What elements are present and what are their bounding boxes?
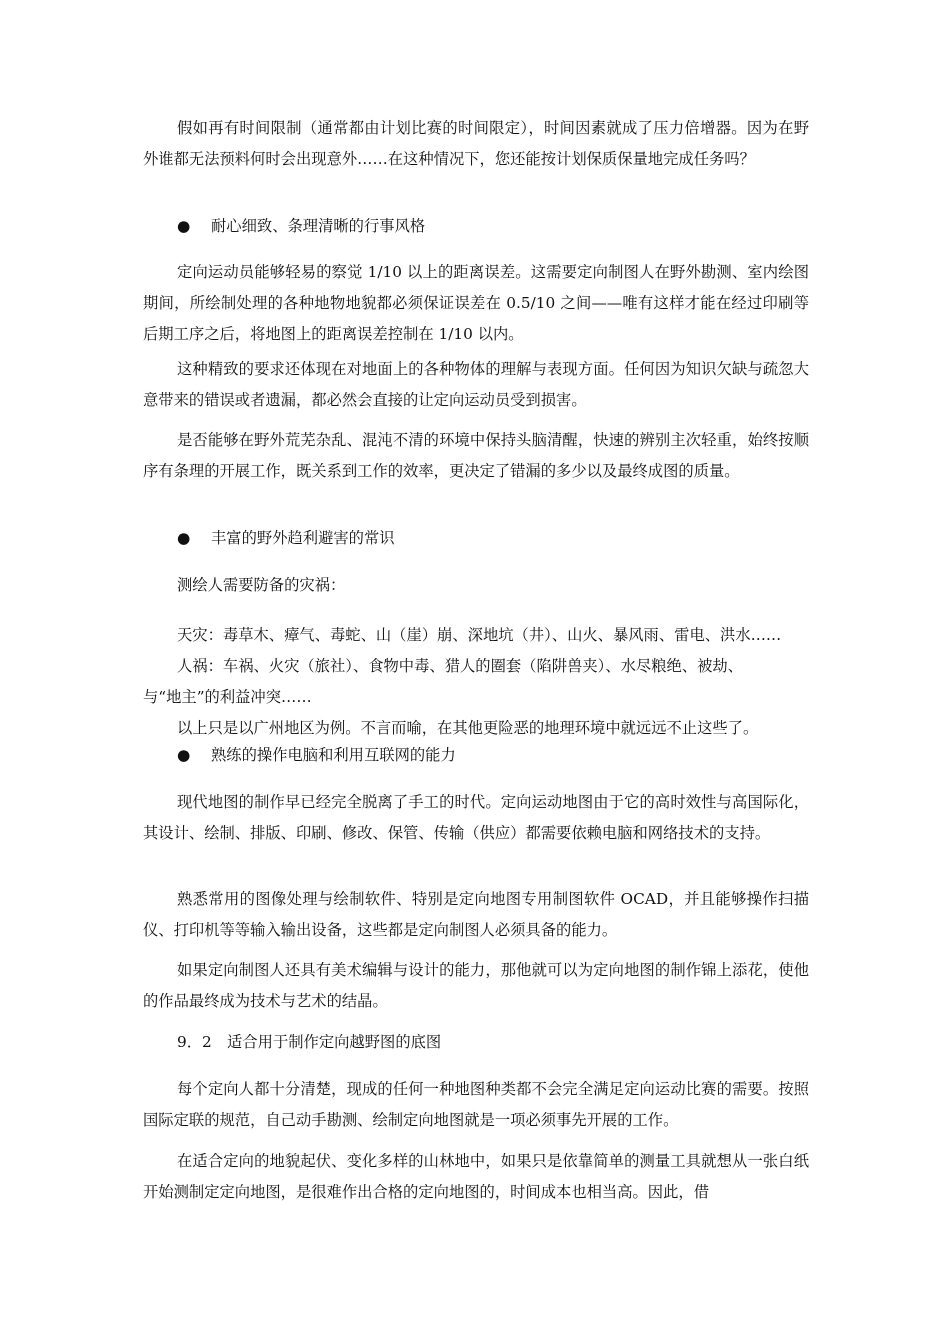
paragraph-text: 这种精致的要求还体现在对地面上的各种物体的理解与表现方面。任何因为知识欠缺与疏忽大意带来的错误或者遗漏，都必然会直接的让定向运动员受到损害。 xyxy=(143,360,809,409)
paragraph-text: 测绘人需要防备的灾祸： xyxy=(177,576,346,594)
bullet-text: 耐心细致、条理清晰的行事风格 xyxy=(211,217,426,235)
paragraph-modern-maps xyxy=(143,787,809,849)
paragraph-software xyxy=(143,884,809,946)
bullet-item-meticulous xyxy=(143,211,809,242)
paragraph-text: 现代地图的制作早已经完全脱离了手工的时代。定向运动地图由于它的高时效性与高国际化，其设计、绘制、排版、印刷、修改、保管、传输（供应）都需要依赖电脑和网络技术的支持。 xyxy=(143,793,809,842)
paragraph-base-maps xyxy=(143,1074,809,1136)
paragraph-text: 在适合定向的地貌起伏、变化多样的山林地中，如果只是依靠简单的测量工具就想从一张白纸开始测制定定向地图，是很难作出合格的定向地图的，时间成本也相当高。因此，借 xyxy=(143,1152,809,1201)
paragraph-text: 熟悉常用的图像处理与绘制软件、特别是定向地图专用制图软件 OCAD，并且能够操作扫描仪、打印机等等输入输出设备，这些都是定向制图人必须具备的能力。 xyxy=(143,890,809,939)
paragraph-text: 每个定向人都十分清楚，现成的任何一种地图种类都不会完全满足定向运动比赛的需要。按照国际定联的规范，自己动手勘测、绘制定向地图就是一项必须事先开展的工作。 xyxy=(143,1080,809,1129)
paragraph-text: 假如再有时间限制（通常都由计划比赛的时间限定），时间因素就成了压力倍增器。因为在野外谁都无法预料何时会出现意外……在这种情况下，您还能按计划保质保量地完成任务吗？ xyxy=(143,119,809,168)
human-hazards-line: 人祸：车祸、火灾（旅社）、食物中毒、猎人的圈套（陷阱兽夹）、水尽粮绝、被劫、 xyxy=(177,657,743,675)
natural-hazards-line: 天灾：毒草木、瘴气、毒蛇、山（崖）崩、深地坑（井）、山火、暴风雨、雷电、洪水…… xyxy=(177,626,782,644)
bullet-dot-icon: ● xyxy=(177,217,191,235)
paragraph-precision xyxy=(143,354,809,416)
human-hazards-line-continued: 与“地主”的利益冲突…… xyxy=(143,688,312,706)
paragraph-text: 如果定向制图人还具有美术编辑与设计的能力，那他就可以为定向地图的制作锦上添花，使他的作品最终成为技术与艺术的结晶。 xyxy=(143,961,809,1010)
paragraph-clear-mind xyxy=(143,425,809,487)
paragraph-art-design xyxy=(143,955,809,1017)
paragraph-terrain xyxy=(143,1146,809,1208)
bullet-dot-icon: ● xyxy=(177,529,191,547)
paragraph-text: 定向运动员能够轻易的察觉 1/10 以上的距离误差。这需要定向制图人在野外勘测、室内绘图期间，所绘制处理的各种地物地貌都必须保证误差在 0.5/10 之间——唯有这样才能在经过印刷等后期工序之后，将地图上的距离误差控制在 1/10 以内。 xyxy=(143,263,809,343)
hazards-list xyxy=(143,620,809,744)
paragraph-time-pressure xyxy=(143,113,809,175)
bullet-text: 熟练的操作电脑和利用互联网的能力 xyxy=(211,746,456,764)
bullet-item-field-knowledge xyxy=(143,523,809,554)
paragraph-text: 是否能够在野外荒芜杂乱、混沌不清的环境中保持头脑清醒，快速的辨别主次轻重，始终按顺序有条理的开展工作，既关系到工作的效率，更决定了错漏的多少以及最终成图的质量。 xyxy=(143,431,809,480)
bullet-dot-icon: ● xyxy=(177,746,191,764)
paragraph-hazards-intro xyxy=(143,570,809,601)
hazards-note: 以上只是以广州地区为例。不言而喻，在其他更险恶的地理环境中就远远不止这些了。 xyxy=(177,719,759,737)
bullet-text: 丰富的野外趋利避害的常识 xyxy=(211,529,395,547)
section-heading-9-2 xyxy=(143,1027,809,1058)
bullet-item-computer-skills xyxy=(143,740,809,771)
paragraph-distance-error xyxy=(143,257,809,350)
section-heading: 9．2 适合用于制作定向越野图的底图 xyxy=(177,1033,442,1051)
